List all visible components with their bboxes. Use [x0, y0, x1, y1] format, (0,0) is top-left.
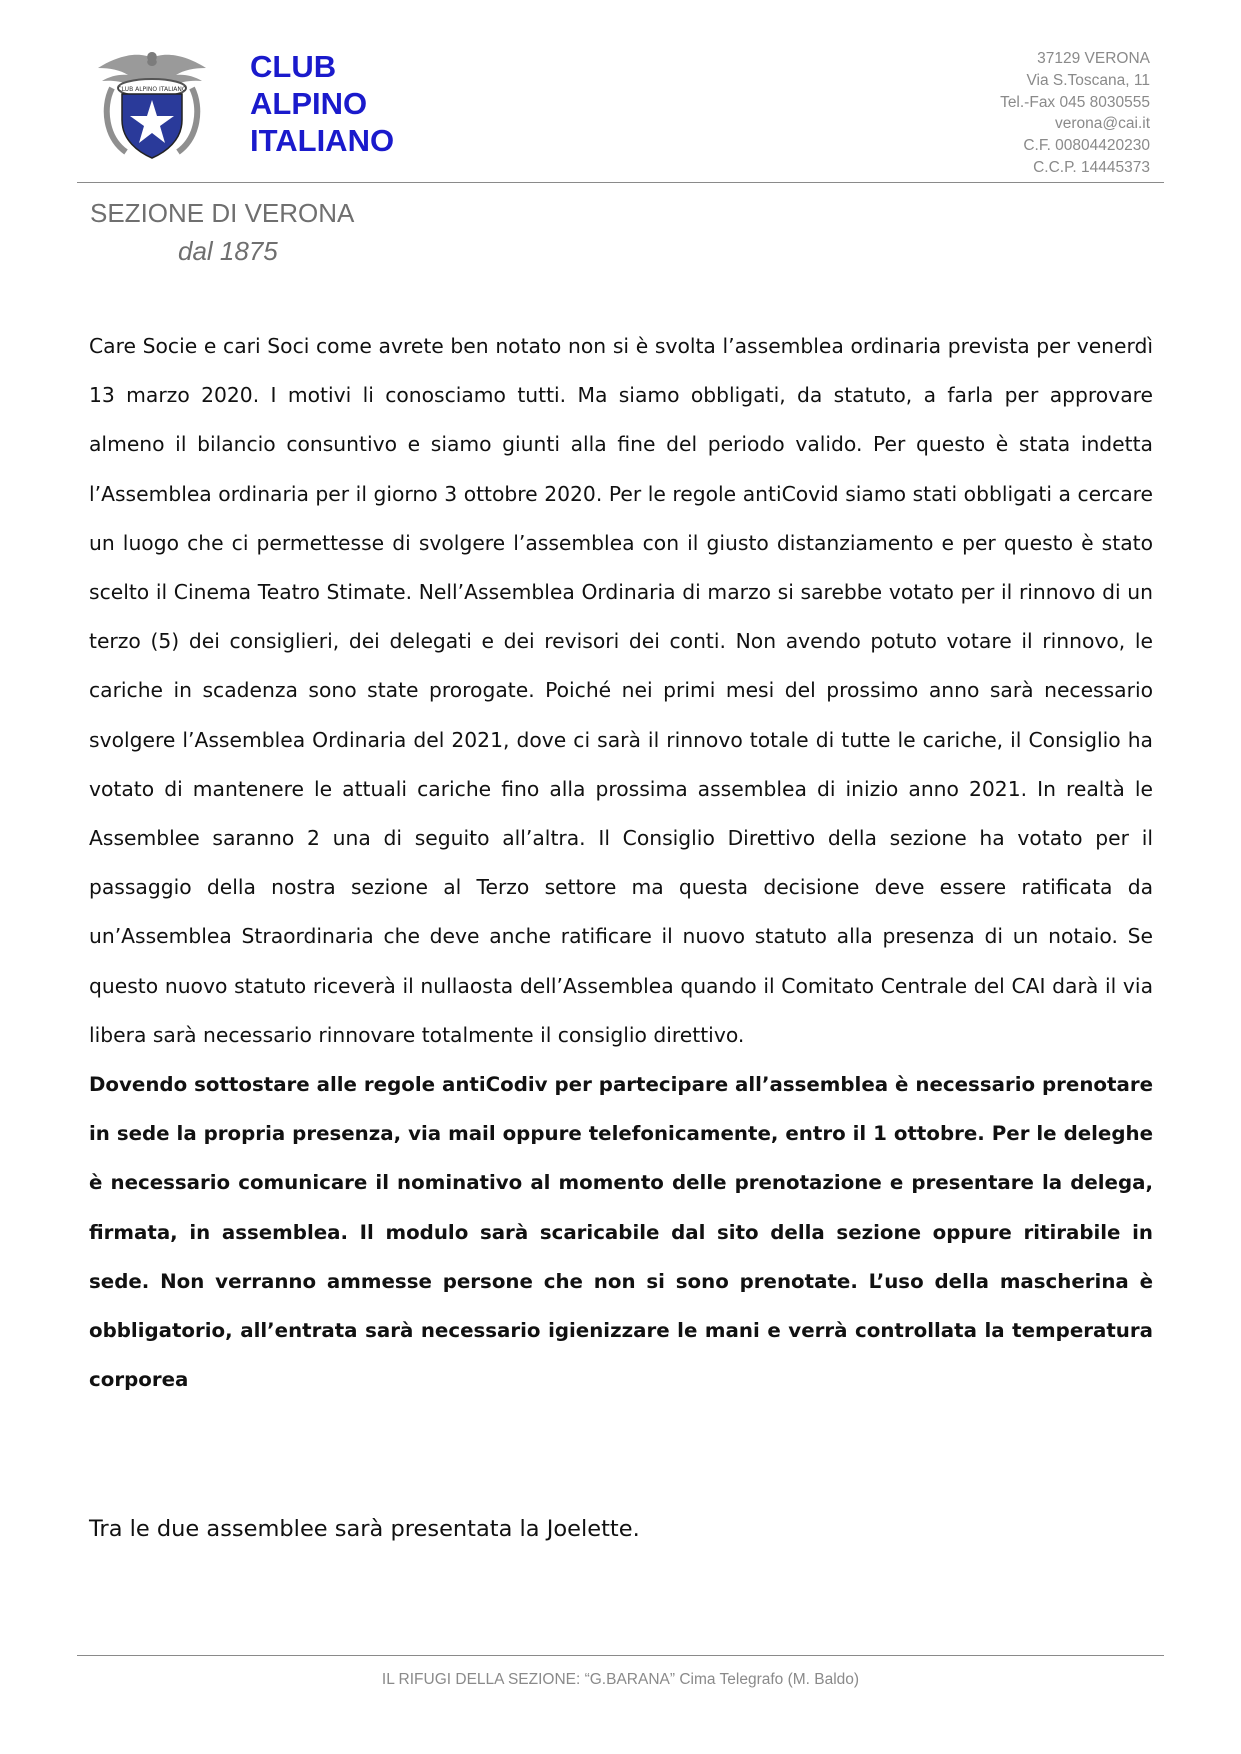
footer-text: IL RIFUGI DELLA SEZIONE: “G.BARANA” Cima Telegrafo (M. Baldo): [381, 1671, 860, 1688]
club-name: [250, 48, 394, 159]
section-title: SEZIONE DI VERONA: [90, 198, 355, 228]
body-paragraph: Care Socie e cari Soci come avrete ben notato non si è svolta l’assemblea ordinaria prevista per venerdì 13 marzo 2020. I motivi li conosciamo tutti. Ma siamo obbligati, da statuto, a farla per approvare almeno il bilancio consuntivo e siamo giunti alla fine del periodo valido. Per questo è stata indetta l’Assemblea ordinaria per il giorno 3 ottobre 2020. Per le regole antiCovid siamo stati obbligati a cercare un luogo che ci permettesse di svolgere l’assemblea con il giusto distanziamento e per questo è stato scelto il Cinema Teatro Stimate. Nell’Assemblea Ordinaria di marzo si sarebbe votato per il rinnovo di un terzo (5) dei consiglieri, dei delegati e dei revisori dei conti. Non avendo potuto votare il rinnovo, le cariche in scadenza sono state prorogate. Poiché nei primi mesi del prossimo anno sarà necessario svolgere l’Assemblea Ordinaria del 2021, dove ci sarà il rinnovo totale di tutte le cariche, il Consiglio ha votato di mantenere le attuali cariche fino alla prossima assemblea di inizio anno 2021. In realtà le Assemblee saranno 2 una di seguito all’altra. Il Consiglio Direttivo della sezione ha votato per il passaggio della nostra sezione al Terzo settore ma questa decisione deve essere ratificata da un’Assemblea Straordinaria che deve anche ratificare il nuovo statuto alla presenza di un notaio. Se questo nuovo statuto riceverà il nullaosta dell’Assemblea quando il Comitato Centrale del CAI darà il via libera sarà necessario rinnovare totalmente il consiglio direttivo.: [89, 334, 1153, 1047]
body-bold-paragraph: Dovendo sottostare alle regole antiCodiv per partecipare all’assemblea è necessario prenotare in sede la propria presenza, via mail oppure telefonicamente, entro il 1 ottobre. Per le deleghe è necessario comunicare il nominativo al momento delle prenotazione e presentare la delega, firmata, in assemblea. Il modulo sarà scaricabile dal sito della sezione oppure ritirabile in sede. Non verranno ammesse persone che non si sono prenotate. L’uso della mascherina è obbligatorio, all’entrata sarà necessario igienizzare le mani e verrà controllata la temperatura corporea: [89, 1073, 1153, 1392]
club-name-line-1: CLUB: [250, 49, 337, 84]
contact-info: [1000, 48, 1150, 179]
club-name-line-3: ITALIANO: [250, 123, 395, 158]
contact-address-city: 37129 VERONA: [1037, 50, 1150, 67]
contact-address-street: Via S.Toscana, 11: [1026, 71, 1150, 89]
letter-body: [89, 322, 1153, 1404]
header-divider: [77, 182, 1164, 183]
contact-phone: Tel.-Fax 045 8030555: [1000, 93, 1150, 111]
closing-line: Tra le due assemblee sarà presentata la Joelette.: [89, 1516, 640, 1542]
logo-ring-text: CLUB ALPINO ITALIANO: [117, 86, 187, 93]
contact-email: verona@cai.it: [1055, 115, 1150, 133]
club-name-line-2: ALPINO: [250, 86, 368, 121]
cai-logo: [90, 48, 215, 160]
contact-fiscal-code: C.F. 00804420230: [1023, 137, 1150, 155]
footer-divider: [77, 1655, 1164, 1656]
section-since: dal 1875: [178, 236, 278, 266]
contact-postal-account: C.C.P. 14445373: [1033, 158, 1150, 176]
